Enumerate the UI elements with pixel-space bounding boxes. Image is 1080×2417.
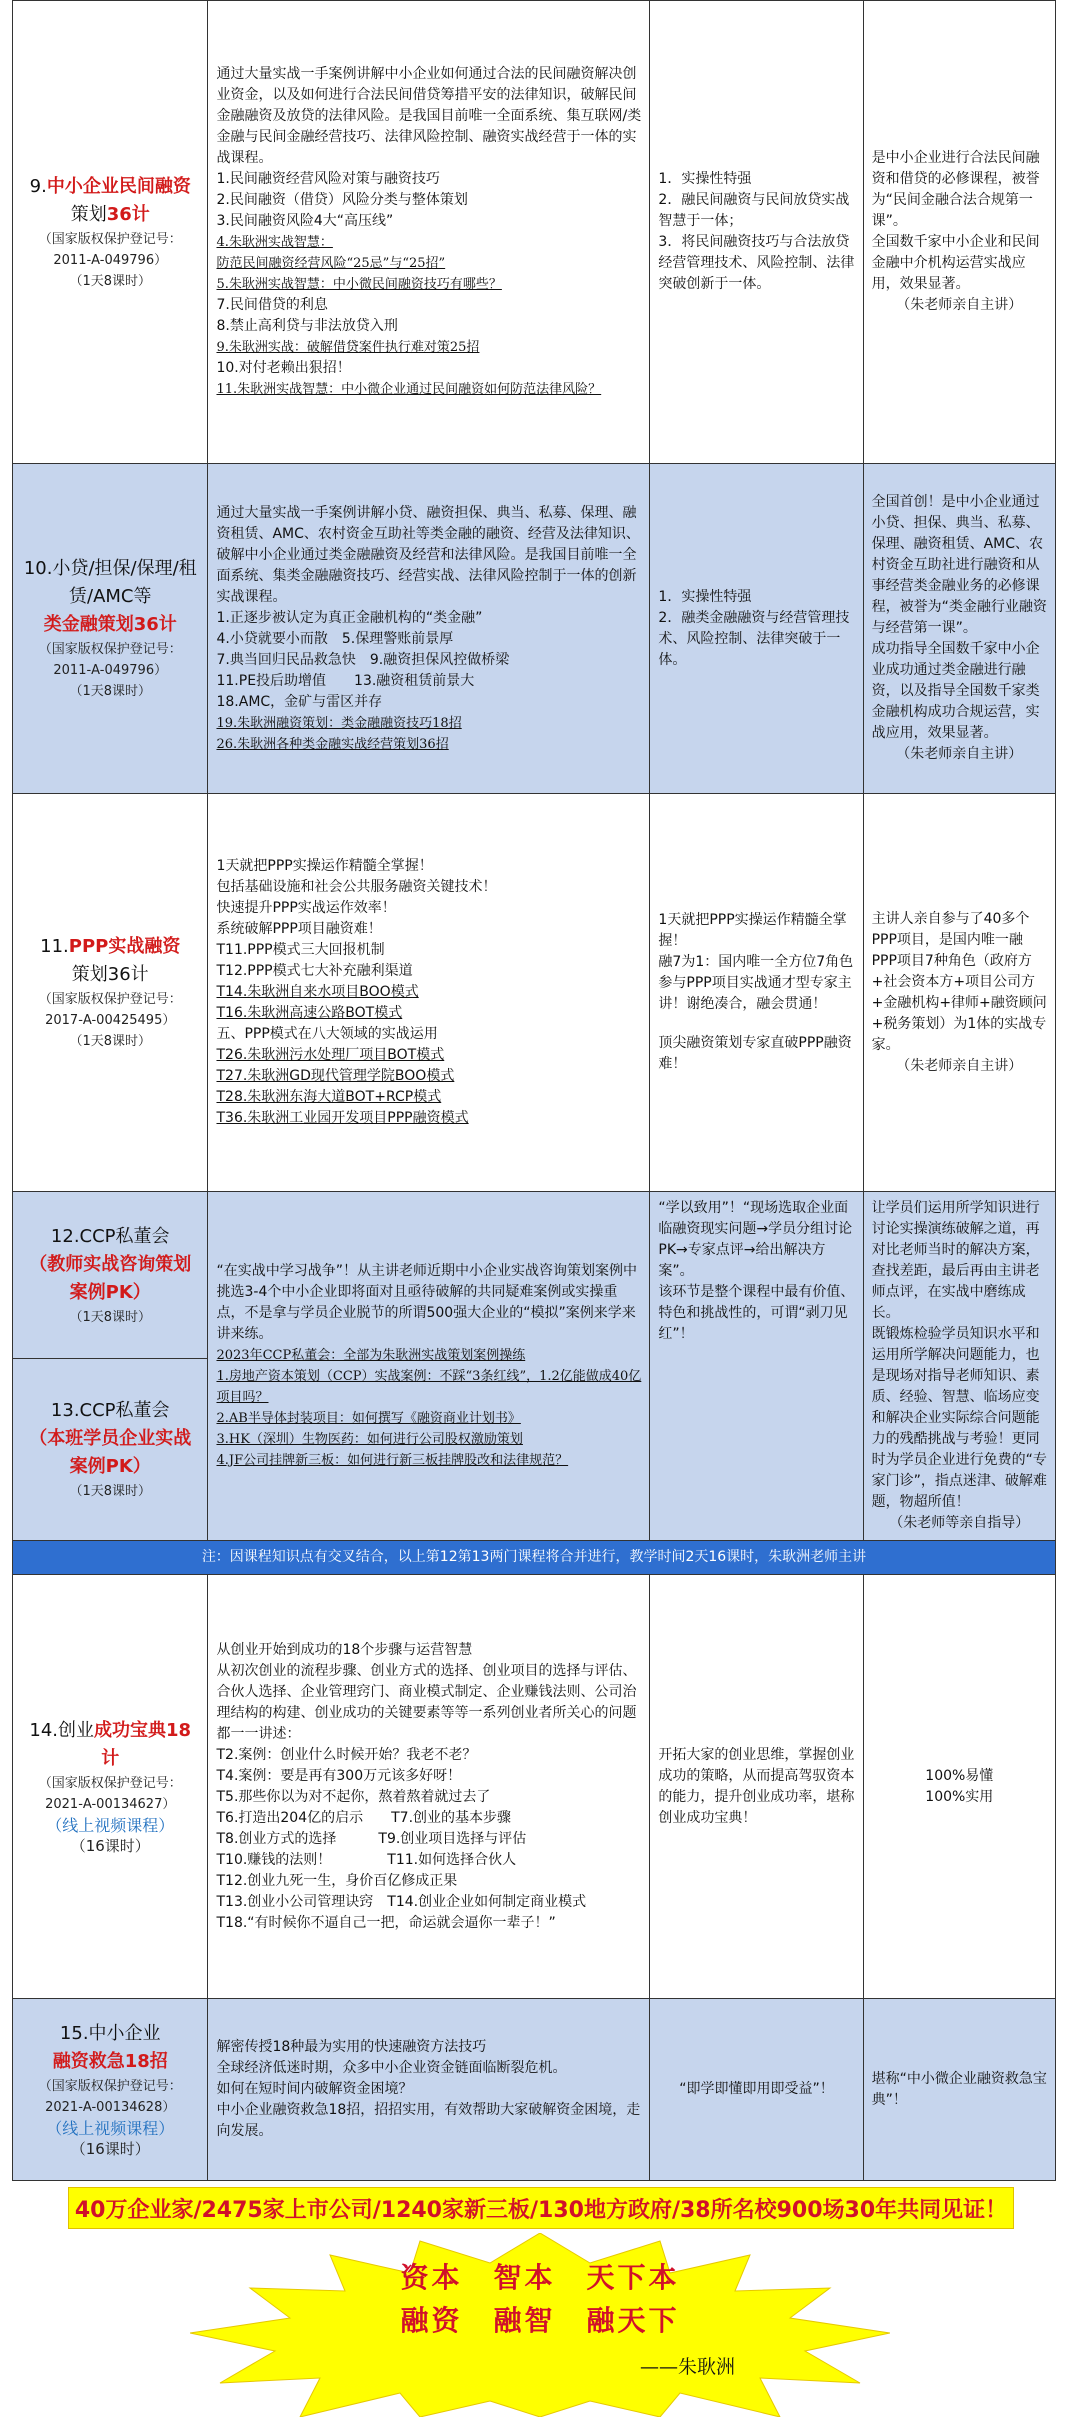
course-row-11 <box>13 794 1056 1192</box>
course-features-cell: 1．实操性特强 2．融民间融资与民间放贷实战智慧于一体； 3．将民间融资技巧与合法放贷经营管理技术、风险控制、法律突破创新于一体。 <box>650 1 863 464</box>
course-hours: （16课时） <box>70 1836 150 1855</box>
course-title-red: 中小企业民间融资 <box>46 175 191 197</box>
course-row-15 <box>13 1999 1056 2181</box>
course-content-cell: “在实战中学习战争”！从主讲老师近期中小企业实战咨询策划案例中挑选3-4个中小企业即将面对且亟待破解的共同疑难案例或实操重点，不是拿与学员企业脱节的所谓500强大企业的“模拟”案例来学来讲来练。 2023年CCP私董会：全部为朱耿洲实战策划案例操练 1.房地产资本策划（CCP）实战案例：不踩“3条红线”，1.2亿能做成40亿项目吗？ 2.AB半导体封装项目：如何撰写《融资商业计划书》 3.HK（深圳）生物医药：如何进行公司股权激励策划 4.JF公司挂牌新三板：如何进行新三板挂牌股改和法律规范？ <box>208 1192 650 1541</box>
course-content-cell: 通过大量实战一手案例讲解小贷、融资担保、典当、私募、保理、融资租赁、AMC、农村资金互助社等类金融的融资、经营及法律知识、破解中小企业通过类金融融资及经营和法律风险。是我国目前唯一全面系统、集类金融融资技巧、经营实战、法律风险控制于一体的创新实战课程。 1.正逐步被认定为真正金融机构的“类金融” 4.小贷就要小而散 5.保理警账前景厚 7.典当回归民品救急快 9.融资担保风控做桥梁 11.PE投后助增值 13.融资租赁前景大 18.AMC，金矿与雷区并存 19.朱耿洲融资策划：类金融融资技巧18招 26.朱耿洲各种类金融实战经营策划36招 <box>208 464 650 794</box>
course-title-black: 12.CCP私董会 <box>50 1225 170 1247</box>
copyright-number: （国家版权保护登记号：2021-A-00134628） <box>38 2078 182 2115</box>
signature: ——朱耿洲 <box>640 2356 736 2378</box>
online-course-label: （线上视频课程） <box>46 1815 175 1835</box>
course-title-cell: 9.中小企业民间融资策划36计 （国家版权保护登记号：2011-A-049796） （1天8课时） <box>13 1 208 464</box>
merge-note: 注：因课程知识点有交叉结合，以上第12第13两门课程将合并进行，教学时间2天16课时，朱耿洲老师主讲 <box>13 1541 1056 1575</box>
course-hours: （1天8课时） <box>69 1484 152 1500</box>
testimonial-text: 40万企业家/2475家上市公司/1240家新三板/130地方政府/38所名校900场30年共同见证！ <box>74 2197 1008 2223</box>
copyright-number: （国家版权保护登记号：2021-A-00134627） <box>38 1775 182 1812</box>
course-hours: （1天8课时） <box>69 1034 152 1049</box>
course-title-cell <box>13 1192 208 1359</box>
course-content-cell: 1天就把PPP实操运作精髓全掌握！ 包括基础设施和社会公共服务融资关键技术！ 快速提升PPP实战运作效率！ 系统破解PPP项目融资难！ T11.PPP模式三大回报机制 T12.PPP模式七大补充融利渠道 T14.朱耿洲自来水项目BOO模式 T16.朱耿洲高速公路BOT模式 五、PPP模式在八大领域的实战运用 T26.朱耿洲污水处理厂项目BOT模式 T27.朱耿洲GD现代管理学院BOO模式 T28.朱耿洲东海大道BOT+RCP模式 T36.朱耿洲工业园开发项目PPP融资模式 <box>208 794 650 1192</box>
course-title-red: （教师实战咨询策划案例PK） <box>29 1253 192 1303</box>
course-row-10 <box>13 464 1056 794</box>
copyright-number: （国家版权保护登记号：2017-A-00425495） <box>38 992 182 1028</box>
course-title-red: 融资救急18招 <box>52 2050 168 2072</box>
course-title-cell <box>13 464 208 794</box>
course-remarks-cell: 让学员们运用所学知识进行讨论实操演练破解之道，再对比老师当时的解决方案，查找差距，最后再由主讲老师点评，在实战中磨练成长。 既锻炼检验学员知识水平和运用所学解决问题能力，也是现场对指导老师知识、素质、经验、智慧、临场应变和解决企业实际综合问题能力的残酷挑战与考验！更同时为学员企业进行免费的“专家门诊”，指点迷津、破解难题，物超所值！ （朱老师等亲自指导） <box>863 1192 1055 1541</box>
course-title-red: 成功宝典18计 <box>94 1719 192 1769</box>
course-features-cell: 1．实操性特强 2．融类金融融资与经营管理技术、风险控制、法律突破于一体。 <box>650 464 863 794</box>
course-title-black: 10.小贷/担保/保理/租赁/AMC等 <box>23 558 197 607</box>
course-title-cell: 15.中小企业 融资救急18招 （国家版权保护登记号：2021-A-00134628） （线上视频课程） （16课时） <box>13 1999 208 2181</box>
course-remarks-cell: 主讲人亲自参与了40多个PPP项目，是国内唯一融PPP项目7种角色（政府方+社会资本方+项目公司方+金融机构+律师+融资顾问+税务策划）为1体的实战专家。 （朱老师亲自主讲） <box>863 794 1055 1192</box>
slogan-line-1: 资本 智本 天下本 <box>400 2261 680 2294</box>
course-features-cell: “即学即懂即用即受益”！ <box>650 1999 863 2181</box>
course-table <box>12 0 1056 2181</box>
course-title-cell: 11.PPP实战融资 策划36计 （国家版权保护登记号：2017-A-00425495） （1天8课时） <box>13 794 208 1192</box>
course-remarks-cell: 堪称“中小微企业融资救急宝典”！ <box>863 1999 1055 2181</box>
course-title-black: 13.CCP私董会 <box>50 1400 170 1422</box>
slogan-line-2: 融资 融智 融天下 <box>400 2304 680 2337</box>
course-title-red: 类金融策划36计 <box>43 614 177 635</box>
course-hours: （1天8课时） <box>69 1309 152 1325</box>
course-content-cell: 解密传授18种最为实用的快速融资方法技巧 全球经济低迷时期，众多中小企业资金链面临断裂危机。 如何在短时间内破解资金困境？ 中小企业融资救急18招，招招实用，有效帮助大家破解资金困境，走向发展。 <box>208 1999 650 2181</box>
course-hours: （16课时） <box>70 2139 150 2158</box>
online-course-label: （线上视频课程） <box>46 2118 175 2138</box>
testimonial-banner <box>68 2187 1014 2229</box>
course-remarks-cell: 是中小企业进行合法民间融资和借贷的必修课程，被誉为“民间金融合法合规第一课”。 全国数千家中小企业和民间金融中介机构运营实战应用，效果显著。 （朱老师亲自主讲） <box>863 1 1055 464</box>
copyright-number: （国家版权保护登记号：2011-A-049796） <box>38 642 182 678</box>
merge-note-row <box>13 1541 1056 1575</box>
course-features-cell: “学以致用”！“现场选取企业面临融资现实问题→学员分组讨论PK→专家点评→给出解决方案”。 该环节是整个课程中最有价值、特色和挑战性的，可谓“剥刀见红”！ <box>650 1192 863 1541</box>
course-title-cell <box>13 1359 208 1541</box>
course-features-cell: 开拓大家的创业思维，掌握创业成功的策略，从而提高驾驭资本的能力，提升创业成功率，堪称创业成功宝典！ <box>650 1575 863 1999</box>
course-remarks-cell: 100%易懂 100%实用 <box>863 1575 1055 1999</box>
course-title-black: 策划36计 <box>71 964 149 985</box>
course-title-red: （本班学员企业实战案例PK） <box>29 1428 192 1478</box>
course-content-cell: 从创业开始到成功的18个步骤与运营智慧 从初次创业的流程步骤、创业方式的选择、创业项目的选择与评估、合伙人选择、企业管理窍门、商业模式制定、企业赚钱法则、公司治理结构的构建、创业成功的关键要素等等一系列创业者所关心的问题都一一讲述： T2.案例：创业什么时候开始？我老不老？ T4.案例：要是再有300万元该多好呀！ T5.那些你以为对不起你，熬着熬着就过去了 T6.打造出204亿的启示 T7.创业的基本步骤 T8.创业方式的选择 T9.创业项目选择与评估 T10.赚钱的法则！ T11.如何选择合伙人 T12.创业九死一生，身价百亿修成正果 T13.创业小公司管理诀窍 T14.创业企业如何制定商业模式 T18.“有时候你不逼自己一把，命运就会逼你一辈子！” <box>208 1575 650 1999</box>
copyright-number: （国家版权保护登记号：2011-A-049796） <box>38 231 182 268</box>
course-row-9 <box>13 1 1056 464</box>
course-hours: （1天8课时） <box>69 684 152 699</box>
course-title-red: PPP实战融资 <box>68 936 181 957</box>
course-content-cell: 通过大量实战一手案例讲解中小企业如何通过合法的民间融资解决创业资金，以及如何进行合法民间借贷筹措平安的法律知识，破解民间金融融资及放贷的法律风险。是我国目前唯一全面系统、集互联网/类金融与民间金融经营技巧、法律风险控制、融资实战经营于一体的实战课程。 1.民间融资经营风险对策与融资技巧 2.民间融资（借贷）风险分类与整体策划 3.民间融资风险4大“高压线” 4.朱耿洲实战智慧： 防范民间融资经营风险“25忌”与“25招” 5.朱耿洲实战智慧：中小微民间融资技巧有哪些？ 7.民间借贷的利息 8.禁止高利贷与非法放贷入刑 9.朱耿洲实战：破解借贷案件执行难对策25招 10.对付老赖出狠招！ 11.朱耿洲实战智慧：中小微企业通过民间融资如何防范法律风险？ <box>208 1 650 464</box>
course-hours: （1天8课时） <box>69 273 152 289</box>
course-features-cell: 1天就把PPP实操运作精髓全掌握！ 融7为1：国内唯一全方位7角色参与PPP项目实战通才型专家主讲！谢绝凑合，融会贯通！ 顶尖融资策划专家直破PPP融资难！ <box>650 794 863 1192</box>
course-remarks-cell: 全国首创！是中小企业通过小贷、担保、典当、私募、保理、融资租赁、AMC、农村资金互助社进行融资和从事经营类金融业务的必修课程，被誉为“类金融行业融资与经营第一课”。 成功指导全国数千家中小企业成功通过类金融进行融资，以及指导全国数千家类金融机构成功合规运营，实战应用，效果显著。 （朱老师亲自主讲） <box>863 464 1055 794</box>
course-row-12 <box>13 1192 1056 1359</box>
course-title-cell: 14.创业成功宝典18计 （国家版权保护登记号：2021-A-00134627） （线上视频课程） （16课时） <box>13 1575 208 1999</box>
course-row-14 <box>13 1575 1056 1999</box>
course-title-black: 策划 <box>70 203 107 225</box>
